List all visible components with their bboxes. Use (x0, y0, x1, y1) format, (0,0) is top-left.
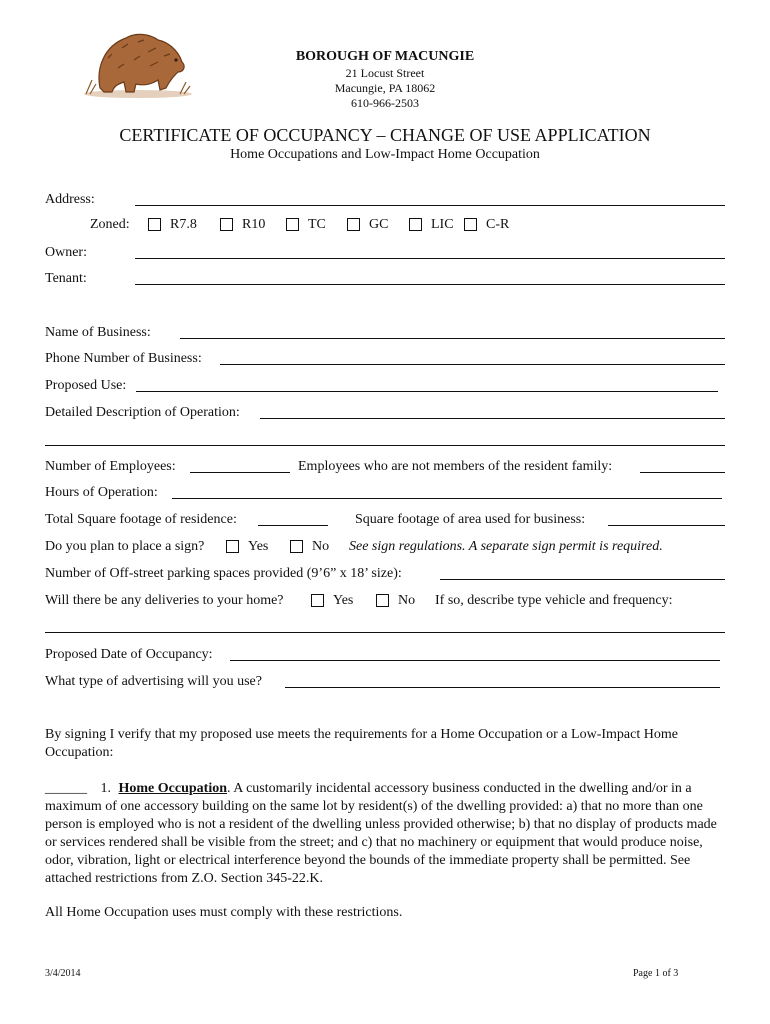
hours-field[interactable] (172, 498, 722, 499)
employees-field[interactable] (190, 472, 290, 473)
home-occupation-item (45, 780, 720, 888)
business-name-field[interactable] (180, 338, 725, 339)
business-phone-field[interactable] (220, 364, 725, 365)
item1-initial-blank[interactable]: ______ (45, 781, 87, 796)
zone-cr-label: C-R (486, 217, 510, 232)
sign-no-label: No (312, 539, 330, 554)
zoned-label: Zoned: (90, 217, 130, 232)
proposed-use-label: Proposed Use: (45, 378, 127, 393)
parking-label: Number of Off-street parking spaces provided (9’6” x 18’ size): (45, 566, 402, 581)
residence-sqft-label: Total Square footage of residence: (45, 512, 237, 527)
zone-tc-checkbox[interactable] (286, 218, 299, 231)
zone-r78-checkbox[interactable] (148, 218, 161, 231)
zone-r10-checkbox[interactable] (220, 218, 233, 231)
advertising-field[interactable] (285, 687, 720, 688)
deliveries-yes-label: Yes (333, 593, 354, 608)
deliveries-followup: If so, describe type vehicle and frequency: (435, 593, 673, 608)
occupancy-date-field[interactable] (230, 660, 720, 661)
residence-sqft-field[interactable] (258, 525, 328, 526)
sign-no-checkbox[interactable] (290, 540, 303, 553)
owner-field[interactable] (135, 258, 725, 259)
tenant-field[interactable] (135, 284, 725, 285)
address-field[interactable] (135, 205, 725, 206)
nonresident-employees-label: Employees who are not members of the resident family: (298, 459, 613, 474)
verify-statement: By signing I verify that my proposed use meets the requirements for a Home Occupation or a Low-Impact Home Occupation: (45, 727, 678, 760)
zone-cr-checkbox[interactable] (464, 218, 477, 231)
sign-question: Do you plan to place a sign? (45, 539, 205, 554)
zone-tc-label: TC (308, 217, 326, 232)
zone-gc-label: GC (369, 217, 389, 232)
sign-yes-label: Yes (248, 539, 269, 554)
compliance-note: All Home Occupation uses must comply with these restrictions. (45, 905, 403, 920)
sign-note: See sign regulations. A separate sign permit is required. (349, 539, 663, 554)
zone-lic-label: LIC (431, 217, 454, 232)
business-name-label: Name of Business: (45, 325, 151, 340)
city-state-zip: Macungie, PA 18062 (334, 81, 436, 95)
occupancy-date-label: Proposed Date of Occupancy: (45, 647, 213, 662)
zone-gc-checkbox[interactable] (347, 218, 360, 231)
description-field[interactable] (260, 418, 725, 419)
deliveries-description-field[interactable] (45, 632, 725, 633)
hours-label: Hours of Operation: (45, 485, 158, 500)
advertising-label: What type of advertising will you use? (45, 674, 262, 689)
deliveries-question: Will there be any deliveries to your home? (45, 593, 284, 608)
employees-label: Number of Employees: (45, 459, 176, 474)
sign-yes-checkbox[interactable] (226, 540, 239, 553)
tenant-label: Tenant: (45, 271, 87, 286)
item1-heading: Home Occupation (118, 781, 227, 796)
street-address: 21 Locust Street (345, 66, 425, 80)
zone-r10-label: R10 (242, 217, 266, 232)
parking-field[interactable] (440, 579, 725, 580)
deliveries-yes-checkbox[interactable] (311, 594, 324, 607)
description-field-line2[interactable] (45, 445, 725, 446)
deliveries-no-checkbox[interactable] (376, 594, 389, 607)
org-name: BOROUGH OF MACUNGIE (295, 49, 475, 64)
owner-label: Owner: (45, 245, 87, 260)
org-phone: 610-966-2503 (351, 96, 419, 110)
footer-date: 3/4/2014 (45, 968, 81, 979)
form-title: CERTIFICATE OF OCCUPANCY – CHANGE OF USE APPLICATION (119, 125, 651, 145)
business-sqft-field[interactable] (608, 525, 725, 526)
address-label: Address: (45, 192, 95, 207)
item1-text: . A customarily incidental accessory business conducted in the dwelling and/or in a maximum of one accessory building on the same lot by resident(s) of the dwelling provided: a) that no more than one person is employed who is not a resident of the dwelling unless provided otherwise; b) that no display of products made or services rendered shall be visible from the street; and c) that no machinery or equipment that would produce noise, odor, vibration, light or electrical interference beyond the bounds of the immediate property shall be permitted. See attached restrictions from Z.O. Section 345-22.K. (45, 781, 717, 886)
zone-lic-checkbox[interactable] (409, 218, 422, 231)
footer-page-number: Page 1 of 3 (633, 968, 679, 979)
proposed-use-field[interactable] (136, 391, 718, 392)
deliveries-no-label: No (398, 593, 416, 608)
nonresident-employees-field[interactable] (640, 472, 725, 473)
business-phone-label: Phone Number of Business: (45, 351, 202, 366)
item1-number: 1. (100, 781, 111, 796)
form-subtitle: Home Occupations and Low-Impact Home Occupation (230, 147, 540, 162)
zone-r78-label: R7.8 (170, 217, 197, 232)
business-sqft-label: Square footage of area used for business: (355, 512, 586, 527)
description-label: Detailed Description of Operation: (45, 405, 240, 420)
